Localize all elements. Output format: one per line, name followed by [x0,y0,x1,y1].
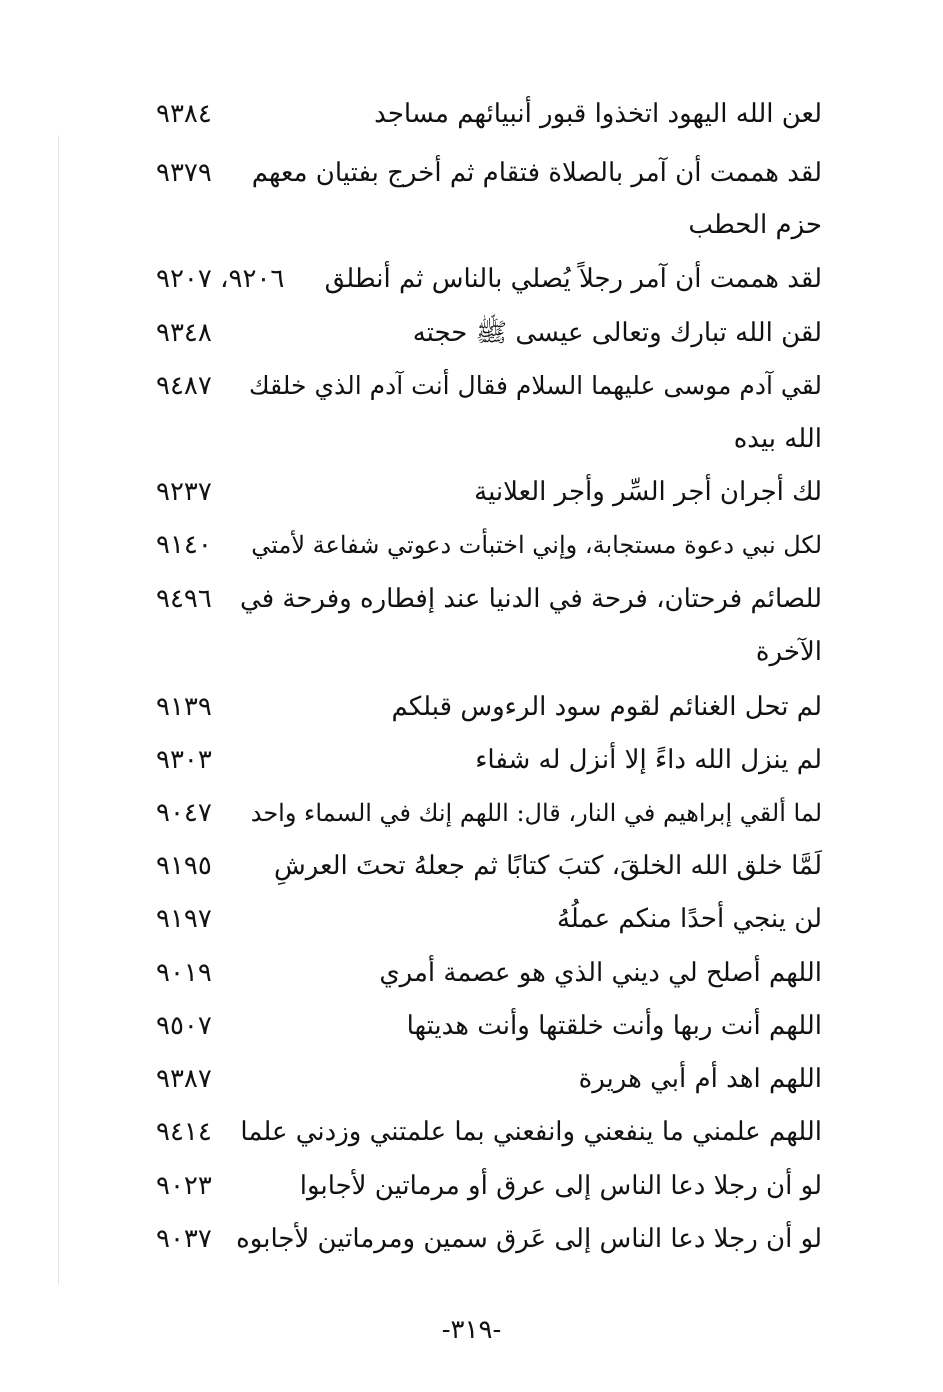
index-entry-continuation [150,416,822,462]
entry-ref: ٩٠١٩ [156,958,212,988]
index-entry [150,522,822,568]
entry-text: للصائم فرحتان، فرحة في الدنيا عند إفطاره وفرحة في [240,584,822,614]
entry-text: لَمَّا خلق الله الخلقَ، كتبَ كتابًا ثم جعلهُ تحتَ العرشِ [273,851,822,881]
index-entry [150,1003,822,1049]
index-entry [150,91,822,137]
index-entry [150,843,822,889]
entry-ref: ٩٠٣٧ [156,1224,212,1254]
entry-text: لم ينزل الله داءً إلا أنزل له شفاء [475,745,822,775]
entry-text: لقد هممت أن آمر رجلاً يُصلي بالناس ثم أنطلق [324,264,822,294]
index-entry [150,150,822,196]
entry-text: لكل نبي دعوة مستجابة، وإني اختبأت دعوتي شفاعة لأمتي [251,531,822,559]
entry-text: اللهم علمني ما ينفعني وانفعني بما علمتني وزدني علما [240,1117,822,1147]
entry-text: اللهم أنت ربها وأنت خلقتها وأنت هديتها [406,1011,822,1041]
entry-ref: ٩١٩٥ [156,851,212,881]
entry-ref: ٩٣٤٨ [156,318,212,348]
entry-ref: ٩٢٠٦، ٩٢٠٧ [156,264,285,294]
index-entry [150,1163,822,1209]
entry-ref: ٩٣٨٤ [156,99,212,129]
index-entry [150,1056,822,1102]
entry-text: لعن الله اليهود اتخذوا قبور أنبيائهم مساجد [374,99,822,129]
entry-ref: ٩١٩٧ [156,904,212,934]
entry-ref: ٩٥٠٧ [156,1011,212,1041]
entry-text: الله بيده [733,424,822,454]
index-entry-continuation [150,202,822,248]
index-entry [150,1216,822,1262]
entry-ref: ٩٤٩٦ [156,584,212,614]
entry-text: لقن الله تبارك وتعالى عيسى ﷺ حجته [412,318,822,348]
entry-ref: ٩٤٨٧ [156,371,212,401]
entry-ref: ٩١٤٠ [156,530,212,560]
entry-text: لقد هممت أن آمر بالصلاة فتقام ثم أخرج بفتيان معهم [251,158,822,188]
entry-text: لما ألقي إبراهيم في النار، قال: اللهم إنك في السماء واحد [250,799,822,827]
index-entry [150,256,822,302]
entry-text: اللهم اهد أم أبي هريرة [578,1064,822,1094]
entry-ref: ٩١٣٩ [156,692,212,722]
entry-text: الآخرة [755,637,822,667]
entry-ref: ٩٢٣٧ [156,477,212,507]
index-entry [150,737,822,783]
index-entry [150,896,822,942]
entry-ref: ٩٣٨٧ [156,1064,212,1094]
entry-text: لم تحل الغنائم لقوم سود الرءوس قبلكم [391,692,822,722]
entry-ref: ٩٠٤٧ [156,798,212,828]
entry-text: لك أجران أجر السِّر وأجر العلانية [474,477,822,507]
entry-ref: ٩٣٧٩ [156,158,212,188]
entry-text: حزم الحطب [688,210,822,240]
entry-text: لو أن رجلا دعا الناس إلى عَرق سمين ومرماتين لأجابوه [236,1224,822,1254]
entry-ref: ٩٤١٤ [156,1117,212,1147]
entry-text: لن ينجي أحدًا منكم عملُهُ [556,904,822,934]
index-entry [150,576,822,622]
index-entry-continuation [150,629,822,675]
index-entry [150,310,822,356]
entry-text: لو أن رجلا دعا الناس إلى عرق أو مرماتين لأجابوا [299,1171,822,1201]
index-entry [150,684,822,730]
page-number: -٣١٩- [441,1315,502,1345]
index-entry [150,363,822,409]
index-entry [150,950,822,996]
scan-margin-line [58,135,59,1285]
entry-ref: ٩٣٠٣ [156,745,212,775]
entry-text: اللهم أصلح لي ديني الذي هو عصمة أمري [379,958,822,988]
index-entry [150,469,822,515]
index-entry [150,790,822,836]
index-entry [150,1109,822,1155]
entry-ref: ٩٠٢٣ [156,1171,212,1201]
entry-text: لقي آدم موسى عليهما السلام فقال أنت آدم الذي خلقك [249,371,822,400]
